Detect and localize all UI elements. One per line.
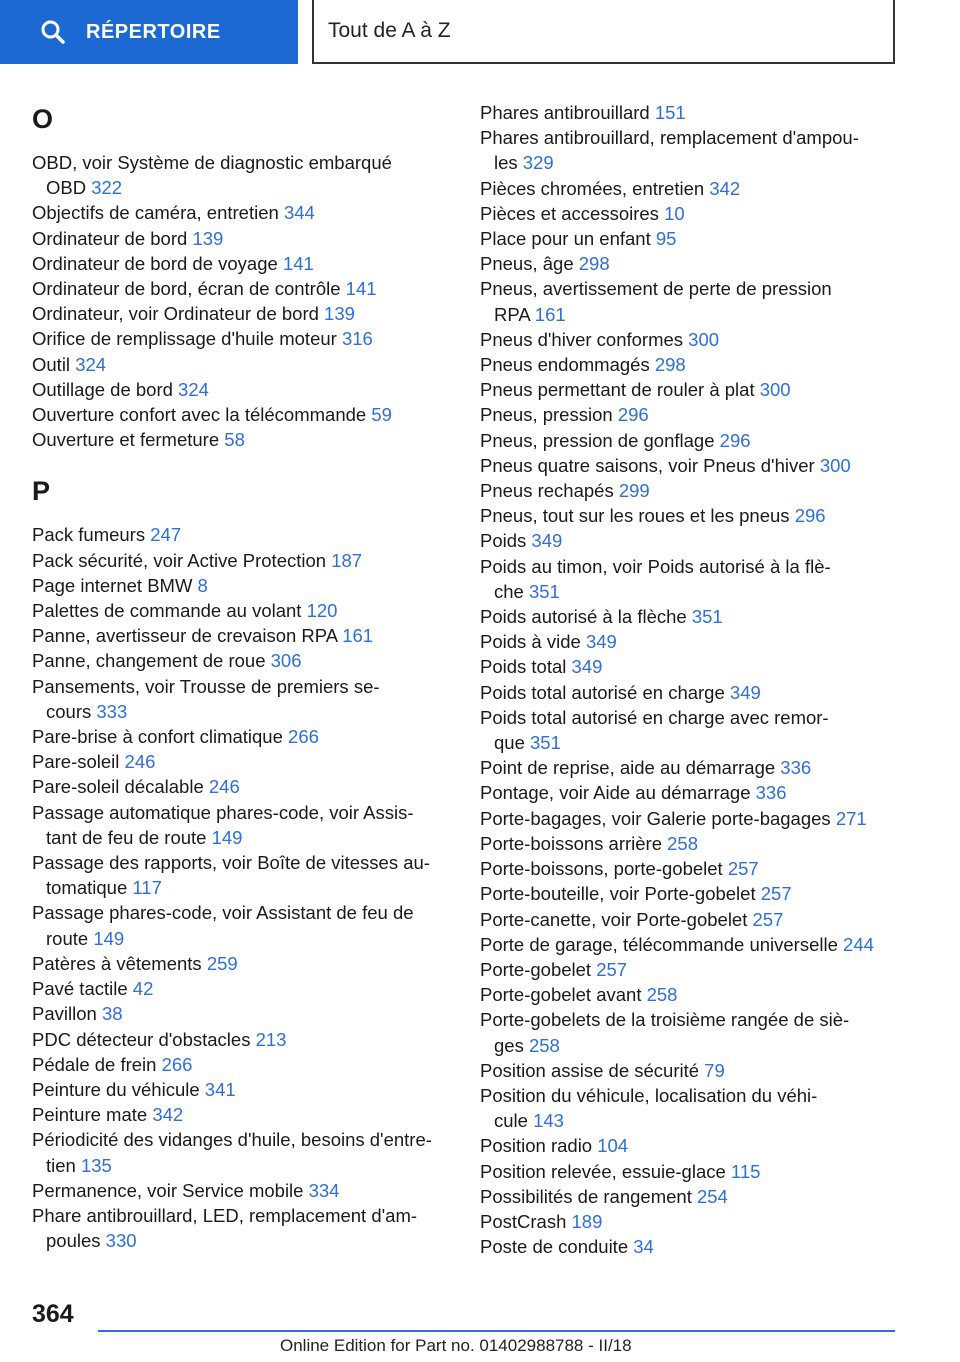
index-entry — [32, 548, 452, 573]
index-entry — [480, 856, 900, 881]
page-link[interactable]: 10 — [664, 202, 685, 224]
index-entry — [480, 352, 900, 377]
page-link[interactable]: 246 — [208, 776, 240, 798]
index-entry — [32, 251, 452, 276]
page-link[interactable]: 120 — [306, 600, 338, 622]
index-entry — [32, 623, 452, 648]
entry-text: Pneus, âge — [480, 253, 574, 275]
index-entry — [32, 1102, 452, 1127]
entry-text: Pneus, tout sur les roues et les pneus — [480, 505, 790, 527]
index-entry — [480, 755, 900, 780]
entry-text: Passage automatique phares-code, voir Assis‐ — [32, 801, 414, 823]
index-entry — [480, 881, 900, 906]
page-link[interactable]: 296 — [719, 429, 751, 451]
entry-text: Page internet BMW — [32, 574, 193, 596]
page-link[interactable]: 139 — [192, 227, 224, 249]
index-entry — [480, 125, 900, 175]
page-link[interactable]: 349 — [729, 681, 761, 703]
page-link[interactable]: 187 — [331, 549, 363, 571]
entry-text: Ordinateur de bord de voyage — [32, 252, 278, 274]
index-entry — [32, 951, 452, 976]
index-entry — [32, 522, 452, 547]
entry-text: Pneus d'hiver conformes — [480, 328, 684, 350]
entry-text: Pièces chromées, entretien — [480, 177, 705, 199]
index-entry — [32, 598, 452, 623]
page-link[interactable]: 38 — [101, 1003, 123, 1025]
entry-text: Ouverture confort avec la télécommande — [32, 404, 367, 426]
index-entry — [32, 326, 452, 351]
page-link[interactable]: 298 — [578, 253, 610, 275]
entry-text: Objectifs de caméra, entretien — [32, 202, 279, 224]
entry-text: Orifice de remplissage d'huile moteur — [32, 328, 337, 350]
entry-text-continued: tomatique — [46, 877, 128, 899]
index-entry — [32, 749, 452, 774]
page-link[interactable]: 115 — [730, 1160, 761, 1182]
entry-text: Porte-gobelet — [480, 958, 592, 980]
page-link[interactable]: 161 — [342, 625, 374, 647]
page-link[interactable]: 333 — [96, 700, 128, 722]
index-entry — [32, 900, 452, 950]
page-link[interactable]: 329 — [522, 152, 554, 174]
page-link[interactable]: 257 — [752, 908, 784, 930]
entry-text: Patères à vêtements — [32, 952, 202, 974]
entry-text: Pièces et accessoires — [480, 202, 659, 224]
tab-a-to-z[interactable]: Tout de A à Z — [312, 0, 895, 64]
page-link[interactable]: 351 — [691, 606, 723, 628]
index-entry — [32, 150, 452, 200]
entry-text: Pare-soleil décalable — [32, 776, 204, 798]
page-link[interactable]: 342 — [152, 1104, 184, 1126]
page-link[interactable]: 296 — [794, 505, 826, 527]
entry-text: Passage des rapports, voir Boîte de vitesses au‐ — [32, 852, 430, 874]
entry-text: Pare-brise à confort climatique — [32, 726, 283, 748]
page-link[interactable]: 149 — [211, 826, 243, 848]
entry-text: Pneus, pression de gonflage — [480, 429, 715, 451]
index-entry — [480, 780, 900, 805]
index-entry — [480, 554, 900, 604]
page-link[interactable]: 59 — [371, 404, 392, 426]
index-entry — [480, 1159, 900, 1184]
page-link[interactable]: 300 — [819, 454, 851, 476]
index-entry — [32, 1178, 452, 1203]
entry-text-continued: OBD — [46, 177, 87, 199]
entry-text: Pontage, voir Aide au démarrage — [480, 782, 751, 804]
entry-text: OBD, voir Système de diagnostic embarqué — [32, 152, 392, 173]
index-column-right — [480, 100, 900, 1259]
entry-text: Phares antibrouillard — [480, 102, 650, 123]
index-entry — [480, 402, 900, 427]
index-entry — [32, 1203, 452, 1253]
entry-text: Ordinateur de bord — [32, 227, 188, 249]
entry-text: Passage phares-code, voir Assistant de feu de — [32, 902, 414, 924]
index-entry — [32, 402, 452, 427]
page-link[interactable]: 139 — [324, 303, 355, 325]
entry-text: Poids au timon, voir Poids autorisé à la flè‐ — [480, 555, 831, 577]
search-icon — [40, 19, 66, 45]
page-link[interactable]: 271 — [835, 807, 867, 829]
index-entry — [32, 1027, 452, 1052]
entry-text-continued: ges — [494, 1034, 524, 1056]
index-entry — [32, 276, 452, 301]
page-link[interactable]: 189 — [571, 1210, 603, 1232]
index-entry — [480, 680, 900, 705]
page-link[interactable]: 258 — [667, 832, 699, 854]
entry-text: Porte-canette, voir Porte-gobelet — [480, 908, 748, 930]
index-entry — [480, 1133, 900, 1158]
index-entry — [480, 831, 900, 856]
page-link[interactable]: 244 — [843, 933, 874, 955]
page-link[interactable]: 258 — [528, 1034, 560, 1056]
index-entry — [480, 1234, 900, 1259]
page-link[interactable]: 95 — [655, 228, 677, 250]
index-entry — [480, 932, 900, 957]
index-entry — [480, 201, 900, 226]
index-entry — [32, 573, 452, 598]
directory-button[interactable] — [0, 0, 298, 64]
page-link[interactable]: 42 — [132, 978, 154, 1000]
entry-text: Porte-boissons, porte-gobelet — [480, 858, 723, 880]
page-link[interactable]: 257 — [727, 858, 759, 880]
page-link[interactable]: 246 — [124, 751, 156, 773]
entry-text: Place pour un enfant — [480, 228, 651, 250]
entry-text: Poids — [480, 530, 527, 552]
page-link[interactable]: 322 — [91, 177, 123, 199]
page-link[interactable]: 161 — [534, 303, 566, 325]
entry-text: Poids total — [480, 656, 567, 678]
index-entry — [480, 1083, 900, 1133]
page-link[interactable]: 300 — [759, 379, 791, 401]
page-link[interactable]: 336 — [780, 757, 812, 779]
entry-text: Position assise de sécurité — [480, 1059, 700, 1081]
page-link[interactable]: 351 — [530, 732, 561, 754]
index-letter-heading: O — [32, 104, 54, 134]
index-entry — [32, 352, 452, 377]
page-link[interactable]: 298 — [654, 354, 686, 376]
entry-text: Ouverture et fermeture — [32, 429, 220, 451]
entry-text: Pneus, pression — [480, 404, 613, 426]
page-link[interactable]: 79 — [704, 1059, 725, 1081]
index-entry — [480, 327, 900, 352]
entry-text: Porte-gobelet avant — [480, 984, 642, 1006]
index-entry — [480, 251, 900, 276]
index-entry — [32, 774, 452, 799]
entry-text: Point de reprise, aide au démarrage — [480, 757, 776, 779]
entry-text: Porte de garage, télécommande universelle — [480, 933, 838, 955]
index-entry — [480, 276, 900, 326]
entry-text: Outil — [32, 353, 71, 375]
page-link[interactable]: 266 — [288, 726, 319, 748]
index-entry — [480, 907, 900, 932]
page-link[interactable]: 342 — [709, 177, 741, 199]
index-entry — [32, 226, 452, 251]
page-link[interactable]: 351 — [528, 580, 560, 602]
page-link[interactable]: 349 — [571, 656, 603, 678]
page-link[interactable]: 135 — [80, 1154, 112, 1176]
page-number: 364 — [32, 1300, 74, 1328]
index-entry — [32, 1052, 452, 1077]
page-link[interactable]: 8 — [197, 574, 208, 596]
index-entry — [480, 528, 900, 553]
page-link[interactable]: 254 — [696, 1185, 728, 1207]
index-entry — [32, 976, 452, 1001]
entry-text: Outillage de bord — [32, 378, 173, 400]
entry-text: Poids total autorisé en charge avec remor‐ — [480, 706, 829, 728]
entry-text: Pneus rechapés — [480, 480, 614, 502]
index-entry — [480, 957, 900, 982]
page-link[interactable]: 296 — [617, 404, 649, 426]
entry-text: Pneus quatre saisons, voir Pneus d'hiver — [480, 454, 815, 476]
index-entry — [32, 301, 452, 326]
page-link[interactable]: 58 — [224, 429, 245, 451]
page-link[interactable]: 117 — [132, 877, 162, 899]
entry-text: Pneus permettant de rouler à plat — [480, 379, 755, 401]
page-link[interactable]: 324 — [75, 353, 107, 375]
entry-text: Phares antibrouillard, remplacement d'ampou‐ — [480, 127, 859, 149]
entry-text-continued: tien — [46, 1154, 76, 1176]
index-entry — [32, 200, 452, 225]
entry-text: Poids total autorisé en charge — [480, 681, 725, 703]
index-entry — [480, 982, 900, 1007]
page-link[interactable]: 299 — [618, 480, 650, 502]
entry-text-continued: les — [494, 152, 518, 174]
entry-text: Porte-boissons arrière — [480, 832, 662, 854]
entry-text-continued: cours — [46, 700, 92, 722]
entry-text: Pédale de frein — [32, 1053, 157, 1075]
page-link[interactable]: 257 — [760, 883, 792, 905]
entry-text: Périodicité des vidanges d'huile, besoins d'entre‐ — [32, 1129, 432, 1151]
entry-text: Pack fumeurs — [32, 524, 146, 546]
page-link[interactable]: 324 — [178, 378, 209, 400]
page-link[interactable]: 300 — [688, 328, 720, 350]
index-entry — [480, 478, 900, 503]
page-link[interactable]: 330 — [105, 1230, 137, 1252]
index-entry — [480, 100, 900, 125]
page-link[interactable]: 247 — [150, 524, 182, 546]
index-entry — [32, 1077, 452, 1102]
entry-text: Porte-bagages, voir Galerie porte-bagages — [480, 807, 831, 829]
index-entry — [32, 724, 452, 749]
page-link[interactable]: 316 — [341, 328, 373, 350]
entry-text-continued: route — [46, 927, 89, 949]
index-entry — [32, 800, 452, 850]
page-link[interactable]: 257 — [596, 958, 628, 980]
index-entry — [32, 377, 452, 402]
index-entry — [480, 428, 900, 453]
entry-text: Position radio — [480, 1135, 593, 1157]
page-link[interactable]: 306 — [270, 650, 302, 672]
entry-text: Permanence, voir Service mobile — [32, 1179, 304, 1201]
entry-text: Pneus endommagés — [480, 354, 650, 376]
index-entry — [480, 629, 900, 654]
page-link[interactable]: 349 — [585, 631, 617, 653]
index-entry — [32, 427, 452, 452]
entry-text: Pare-soleil — [32, 751, 120, 773]
entry-text: Ordinateur de bord, écran de contrôle — [32, 278, 341, 300]
entry-text: Position du véhicule, localisation du véhi‐ — [480, 1084, 818, 1106]
entry-text: Panne, changement de roue — [32, 650, 266, 672]
entry-text: Pansements, voir Trousse de premiers se‐ — [32, 675, 380, 697]
page-link[interactable]: 151 — [654, 102, 686, 123]
entry-text: Ordinateur, voir Ordinateur de bord — [32, 303, 319, 325]
entry-text: Possibilités de rangement — [480, 1185, 692, 1207]
entry-text: Pneus, avertissement de perte de pression — [480, 278, 832, 300]
entry-text: Porte-gobelets de la troisième rangée de siè‐ — [480, 1009, 850, 1031]
entry-text: Poste de conduite — [480, 1236, 629, 1258]
directory-label: RÉPERTOIRE — [86, 20, 221, 43]
index-entry — [32, 648, 452, 673]
page-link[interactable]: 334 — [308, 1179, 340, 1201]
index-entry — [480, 705, 900, 755]
index-entry — [480, 453, 900, 478]
index-entry — [32, 850, 452, 900]
page-link[interactable]: 259 — [206, 952, 238, 974]
page-link[interactable]: 344 — [283, 202, 315, 224]
entry-text-continued: poules — [46, 1230, 101, 1252]
index-entry — [32, 674, 452, 724]
index-entry — [480, 1184, 900, 1209]
page-link[interactable]: 341 — [204, 1078, 236, 1100]
page-link[interactable]: 34 — [633, 1236, 654, 1258]
index-letter-heading: P — [32, 476, 51, 507]
entry-text: Porte-bouteille, voir Porte-gobelet — [480, 883, 756, 905]
entry-text-continued: RPA — [494, 303, 530, 325]
index-entry — [480, 1007, 900, 1057]
entry-text-continued: que — [494, 732, 525, 754]
entry-text: Pack sécurité, voir Active Protection — [32, 549, 327, 571]
page-link[interactable]: 213 — [255, 1028, 287, 1050]
entry-text: Palettes de commande au volant — [32, 600, 302, 622]
entry-text-continued: cule — [494, 1110, 528, 1132]
entry-text: Panne, avertisseur de crevaison RPA — [32, 625, 338, 647]
entry-text: PDC détecteur d'obstacles — [32, 1028, 251, 1050]
entry-text-continued: che — [494, 580, 524, 602]
edition-text: Online Edition for Part no. 01402988788 - II/18 — [280, 1336, 632, 1355]
index-entry — [480, 806, 900, 831]
page-link[interactable]: 349 — [531, 530, 563, 552]
page-link[interactable]: 258 — [646, 984, 678, 1006]
entry-text: Peinture du véhicule — [32, 1078, 200, 1100]
index-entry — [32, 1127, 452, 1177]
index-column-left — [32, 100, 452, 1253]
entry-text: Pavillon — [32, 1003, 97, 1025]
entry-text: Poids à vide — [480, 631, 581, 653]
top-bar — [0, 0, 960, 66]
index-entry — [480, 377, 900, 402]
entry-text: Pavé tactile — [32, 978, 128, 1000]
index-entry — [480, 226, 900, 251]
index-entry — [480, 654, 900, 679]
entry-text: Position relevée, essuie-glace — [480, 1160, 726, 1182]
entry-text: Poids autorisé à la flèche — [480, 606, 687, 628]
index-entry — [32, 1001, 452, 1026]
index-entry — [480, 176, 900, 201]
index-entry — [480, 1209, 900, 1234]
entry-text: PostCrash — [480, 1210, 567, 1232]
entry-text: Phare antibrouillard, LED, remplacement d'am‐ — [32, 1204, 418, 1226]
index-entry — [480, 1058, 900, 1083]
index-entry — [480, 503, 900, 528]
entry-text-continued: tant de feu de route — [46, 826, 207, 848]
page-link[interactable]: 336 — [755, 782, 787, 804]
page-link[interactable]: 143 — [533, 1110, 564, 1132]
index-entry — [480, 604, 900, 629]
footer-divider — [98, 1330, 895, 1332]
page-link[interactable]: 104 — [597, 1135, 629, 1157]
page-link[interactable]: 266 — [161, 1053, 193, 1075]
page-link[interactable]: 141 — [345, 278, 377, 300]
page-link[interactable]: 149 — [93, 927, 125, 949]
entry-text: Peinture mate — [32, 1104, 148, 1126]
page-link[interactable]: 141 — [282, 252, 314, 274]
